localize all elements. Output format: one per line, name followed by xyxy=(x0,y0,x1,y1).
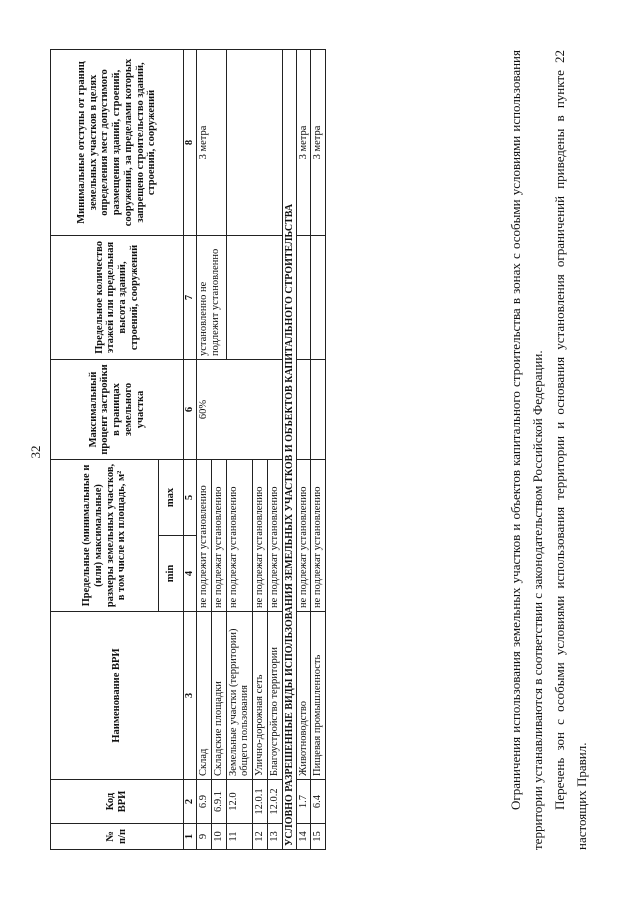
header-floors: Предельное количество этажей или предельная высота зданий, строений, сооружений xyxy=(51,235,184,359)
section-title: УСЛОВНО РАЗРЕШЕННЫЕ ВИДЫ ИСПОЛЬЗОВАНИЯ ЗЕМЕЛЬНЫХ УЧАСТКОВ И ОБЪЕКТОВ КАПИТАЛЬНОГО СТРОИТЕЛЬСТВА xyxy=(282,49,296,849)
body-text xyxy=(505,50,593,850)
row-setback: 3 метра xyxy=(296,49,311,235)
row-no: 15 xyxy=(311,824,326,850)
paragraph: Перечень зон с особыми условиями использования территории и основания установления ограничений приведены в пункте 22 настоящих Правил. xyxy=(552,50,589,850)
column-number: 3 xyxy=(184,612,197,780)
row-no: 14 xyxy=(296,824,311,850)
column-number: 7 xyxy=(184,235,197,359)
row-no: 13 xyxy=(267,824,282,850)
row-code: 6.4 xyxy=(311,780,326,824)
row-no: 11 xyxy=(226,824,253,850)
row-size: не подлежит установлению xyxy=(197,459,212,611)
row-code: 1.7 xyxy=(296,780,311,824)
column-number: 4 xyxy=(184,536,197,612)
header-max: max xyxy=(159,459,184,535)
row-name: Склад xyxy=(197,612,212,780)
row-code: 12.0.2 xyxy=(267,780,282,824)
column-number: 6 xyxy=(184,359,197,459)
zoning-table xyxy=(50,49,326,850)
header-name: Наименование ВРИ xyxy=(51,612,184,780)
table-header-row xyxy=(51,49,159,849)
row-setback: 3 метра xyxy=(311,49,326,235)
section-title-row xyxy=(282,49,296,849)
column-number-row xyxy=(184,49,197,849)
row-size: не подлежат установлению xyxy=(226,459,253,611)
row-size: не подлежат установлению xyxy=(296,459,311,611)
row-setback: 3 метра xyxy=(197,49,227,235)
row-floors-empty xyxy=(226,235,282,359)
row-size: не подлежат установлению xyxy=(253,459,268,611)
header-setback: Минимальные отступы от границ земельных участков в целях определения мест допустимого размещения зданий, строений, сооружений, за пределами которых запрещено строительство зданий, строений, сооружений xyxy=(51,49,184,235)
table-row xyxy=(197,49,212,849)
row-setback-empty xyxy=(226,49,282,235)
row-coverage-empty xyxy=(311,359,326,459)
header-sizes-text: Предельные (минимальные и (или) максимальные) размеры земельных участков, в том числе их площадь, м² xyxy=(81,463,128,608)
row-coverage: 60% xyxy=(197,359,283,459)
row-coverage-empty xyxy=(296,359,311,459)
table-row xyxy=(311,49,326,849)
column-number: 5 xyxy=(184,459,197,535)
column-number: 8 xyxy=(184,49,197,235)
header-min: min xyxy=(159,536,184,612)
row-name: Земельные участки (территории) общего пользования xyxy=(226,612,253,780)
row-floors-empty xyxy=(296,235,311,359)
row-size: не подлежат установлению xyxy=(267,459,282,611)
row-floors: установленно не подлежит установленно xyxy=(197,235,227,359)
row-name: Улично-дорожная сеть xyxy=(253,612,268,780)
row-name: Благоустройство территории xyxy=(267,612,282,780)
page-number: 32 xyxy=(28,445,43,459)
row-floors-empty xyxy=(311,235,326,359)
header-code: Код ВРИ xyxy=(51,780,184,824)
row-code: 6.9 xyxy=(197,780,212,824)
row-no: 12 xyxy=(253,824,268,850)
row-size: не подлежат установлению xyxy=(311,459,326,611)
header-coverage: Максимальный процент застройки в границах земельного участка xyxy=(51,359,184,459)
row-code: 6.9.1 xyxy=(211,780,226,824)
row-name: Животноводство xyxy=(296,612,311,780)
row-code: 12.0.1 xyxy=(253,780,268,824)
row-no: 10 xyxy=(211,824,226,850)
paragraph: Ограничения использования земельных участков и объектов капитального строительства в зонах с особыми условиями использования территории устанавливаются в соответствии с законодательством Российской Федерации. xyxy=(508,50,545,850)
header-no: № п/п xyxy=(51,824,184,850)
row-name: Складские площадки xyxy=(211,612,226,780)
row-no: 9 xyxy=(197,824,212,850)
table-row xyxy=(296,49,311,849)
row-name: Пищевая промышленность xyxy=(311,612,326,780)
column-number: 2 xyxy=(184,780,197,824)
row-size: не подлежат установлению xyxy=(211,459,226,611)
header-sizes xyxy=(51,459,159,611)
column-number: 1 xyxy=(184,824,197,850)
row-code: 12.0 xyxy=(226,780,253,824)
